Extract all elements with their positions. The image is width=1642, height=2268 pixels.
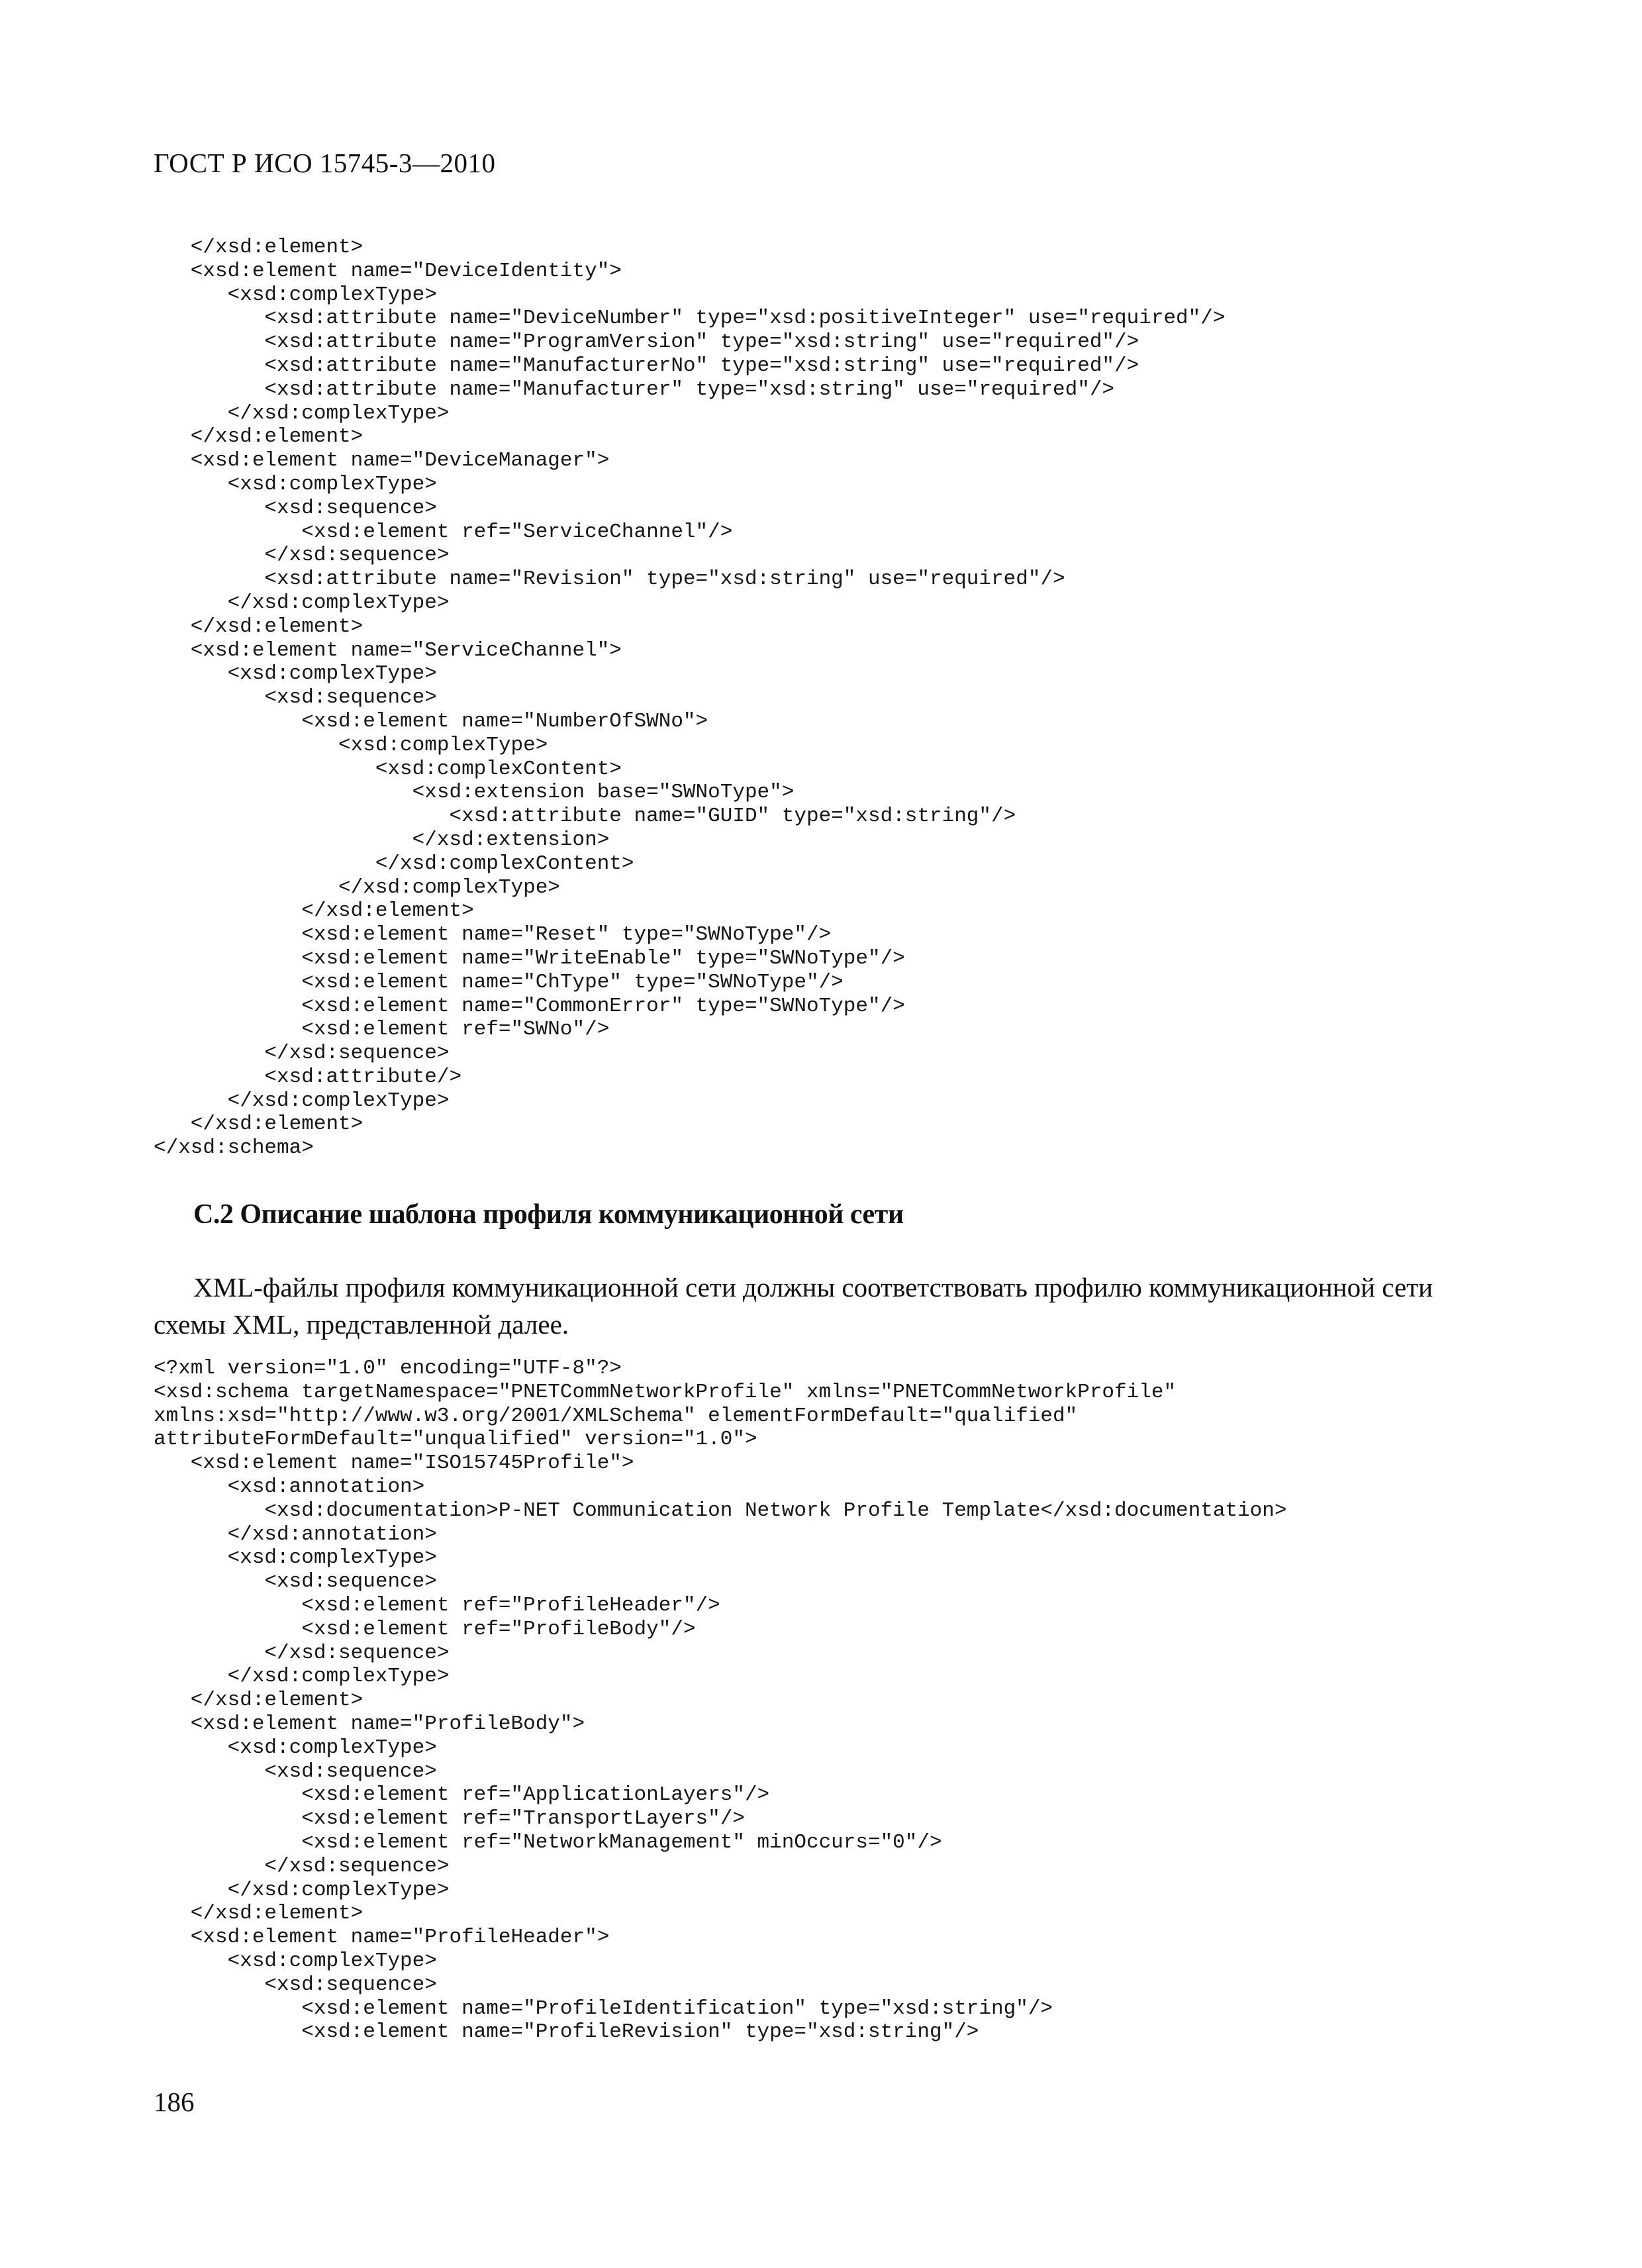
xml-code-listing-network-profile: <?xml version="1.0" encoding="UTF-8"?> <xsd:schema targetNamespace="PNETCommNetworkProfile" xmlns="PNETCommNetworkProfile" xmlns:xsd="http://www.w3.org/2001/XMLSchema" elementFormDefault="qualified" attributeFormDefault="unqualified" version="1.0"> <xsd:element name="ISO15745Profile"> <xsd:annotation> <xsd:documentation>P-NET Communication Network Profile Template</xsd:documentation> </xsd:annotation> <xsd:complexType> <xsd:sequence> <xsd:element ref="ProfileHeader"/> <xsd:element ref="ProfileBody"/> </xsd:sequence> </xsd:complexType> </xsd:element> <xsd:element name="ProfileBody"> <xsd:complexType> <xsd:sequence> <xsd:element ref="ApplicationLayers"/> <xsd:element ref="TransportLayers"/> <xsd:element ref="NetworkManagement" minOccurs="0"/> </xsd:sequence> </xsd:complexType> </xsd:element> <xsd:element name="ProfileHeader"> <xsd:complexType> <xsd:sequence> <xsd:element name="ProfileIdentification" type="xsd:string"/> <xsd:element name="ProfileRevision" type="xsd:string"/> (154, 1357, 1287, 2044)
page-header-standard-id: ГОСТ Р ИСО 15745-3—2010 (154, 148, 496, 178)
section-heading: C.2 Описание шаблона профиля коммуникационной сети (193, 1199, 904, 1230)
page-number: 186 (154, 2087, 195, 2117)
xml-code-listing-continued: </xsd:element> <xsd:element name="DeviceIdentity"> <xsd:complexType> <xsd:attribute name="DeviceNumber" type="xsd:positiveInteger" use="required"/> <xsd:attribute name="ProgramVersion" type="xsd:string" use="required"/> <xsd:attribute name="ManufacturerNo" type="xsd:string" use="required"/> <xsd:attribute name="Manufacturer" type="xsd:string" use="required"/> </xsd:complexType> </xsd:element> <xsd:element name="DeviceManager"> <xsd:complexType> <xsd:sequence> <xsd:element ref="ServiceChannel"/> </xsd:sequence> <xsd:attribute name="Revision" type="xsd:string" use="required"/> </xsd:complexType> </xsd:element> <xsd:element name="ServiceChannel"> <xsd:complexType> <xsd:sequence> <xsd:element name="NumberOfSWNo"> <xsd:complexType> <xsd:complexContent> <xsd:extension base="SWNoType"> <xsd:attribute name="GUID" type="xsd:string"/> </xsd:extension> </xsd:complexContent> </xsd:complexType> </xsd:element> <xsd:element name="Reset" type="SWNoType"/> <xsd:element name="WriteEnable" type="SWNoType"/> <xsd:element name="ChType" type="SWNoType"/> <xsd:element name="CommonError" type="SWNoType"/> <xsd:element ref="SWNo"/> </xsd:sequence> <xsd:attribute/> </xsd:complexType> </xsd:element> </xsd:schema> (154, 236, 1226, 1160)
section-paragraph: XML-файлы профиля коммуникационной сети должны соответствовать профилю коммуникационной сети схемы XML, представленной далее. (154, 1272, 1433, 1340)
